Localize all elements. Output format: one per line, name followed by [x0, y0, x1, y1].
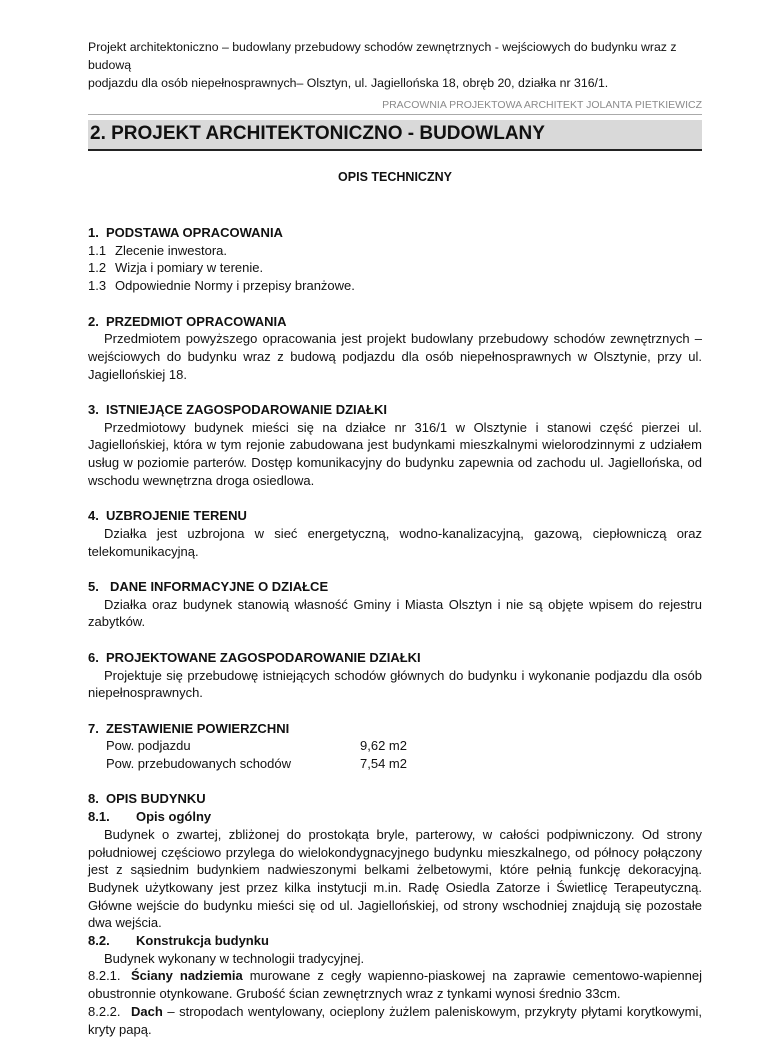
list-item: 1.2 Wizja i pomiary w terenie. — [88, 260, 264, 276]
office-name: PRACOWNIA PROJEKTOWA ARCHITEKT JOLANTA PIETKIEWICZ — [88, 99, 702, 115]
section-2-body: Przedmiotem powyższego opracowania jest projekt budowlany przebudowy schodów zewnętrznych – wejściowych do budynku wraz z budową podjazdu dla osób niepełnosprawnych w Olsztynie, przy ul. Jagiellońskiej 18. — [88, 331, 702, 382]
list-item: 1.3 Odpowiednie Normy i przepisy branżowe. — [88, 278, 355, 294]
subsection-8-1-heading: 8.1. Opis ogólny — [88, 809, 212, 825]
subsection-8-2-body: Budynek wykonany w technologii tradycyjnej. — [104, 950, 365, 966]
section-2-heading: 2. PRZEDMIOT OPRACOWANIA — [88, 313, 287, 329]
list-item: 1.1 Zlecenie inwestora. — [88, 242, 227, 258]
running-header — [88, 38, 702, 92]
section-6-heading: 6. PROJEKTOWANE ZAGOSPODAROWANIE DZIAŁKI — [88, 649, 421, 665]
area-row: Pow. przebudowanych schodów 7,54 m2 — [106, 756, 407, 771]
subsection-8-2-1: 8.2.1. Ściany nadziemia murowane z cegły wapienno-piaskowej na zaprawie cementowo-wapiennej obustronnie otynkowane. Grubość ścian zewnętrznych wraz z tynkami wynosi średnio 33cm. — [88, 968, 702, 1002]
subsection-8-2-2: 8.2.2. Dach – stropodach wentylowany, ocieplony żużlem paleniskowym, przykryty płytami korytkowymi, kryty papą. — [88, 1003, 702, 1037]
section-7-heading: 7. ZESTAWIENIE POWIERZCHNI — [88, 720, 290, 736]
section-5-heading: 5. DANE INFORMACYJNE O DZIAŁCE — [88, 579, 329, 594]
section-4-heading: 4. UZBROJENIE TERENU — [88, 508, 247, 524]
section-3-body: Przedmiotowy budynek mieści się na działce nr 316/1 w Olsztynie i stanowi część pierzei ul. Jagiellońskiej, która w tym rejonie zabudowana jest budynkami mieszkalnymi wielorodzinnymi z udziałem usług w poziomie parterów. Dostęp komunikacyjny do budynku zapewnia od zachodu ul. Jagiellońska, od wschodu wewnętrzna droga osiedlowa. — [88, 419, 702, 488]
area-row: Pow. podjazdu 9,62 m2 — [106, 738, 407, 754]
section-1-heading: 1. PODSTAWA OPRACOWANIA — [88, 225, 283, 240]
section-5-body: Działka oraz budynek stanowią własność Gminy i Miasta Olsztyn i nie są objęte wpisem do rejestru zabytków. — [88, 596, 702, 630]
section-3-heading: 3. ISTNIEJĄCE ZAGOSPODAROWANIE DZIAŁKI — [88, 402, 387, 417]
subsection-8-2-heading: 8.2. Konstrukcja budynku — [88, 933, 269, 949]
subsection-8-1-body: Budynek o zwartej, zbliżonej do prostokąta bryle, parterowy, w całości podpiwniczony. Od strony południowej częściowo przylega do wielokondygnacyjnego budynku mieszkalnego, od północy połączony jest z sąsiednim budynkiem nadwieszonymi belkami żelbetowymi, które pełnią funkcję dekoracyjną. Budynek użytkowany jest przez kilka instytucji m.in. Radę Osiedla Zatorze i Świetlicę Terapeutyczną. Główne wejście do budynku mieści się od ul. Jagiellońskiej, od strony wschodniej znajdują się pozostałe dwa wejścia. — [88, 826, 702, 931]
document-page — [88, 38, 702, 1038]
subtitle: OPIS TECHNICZNY — [338, 170, 452, 184]
header-line-1: Projekt architektoniczno – budowlany przebudowy schodów zewnętrznych - wejściowych do budynku wraz z budową — [88, 40, 677, 72]
section-6-body: Projektuje się przebudowę istniejących schodów głównych do budynku i wykonanie podjazdu dla osób niepełnosprawnych. — [88, 667, 702, 701]
section-4-body: Działka jest uzbrojona w sieć energetyczną, wodno-kanalizacyjną, gazową, ciepłowniczą oraz telekomunikacyjną. — [88, 525, 702, 559]
section-8-heading: 8. OPIS BUDYNKU — [88, 791, 206, 807]
section-title: 2. PROJEKT ARCHITEKTONICZNO - BUDOWLANY — [88, 120, 702, 151]
header-line-2: podjazdu dla osób niepełnosprawnych– Olsztyn, ul. Jagiellońska 18, obręb 20, działka nr 316/1. — [88, 76, 609, 90]
